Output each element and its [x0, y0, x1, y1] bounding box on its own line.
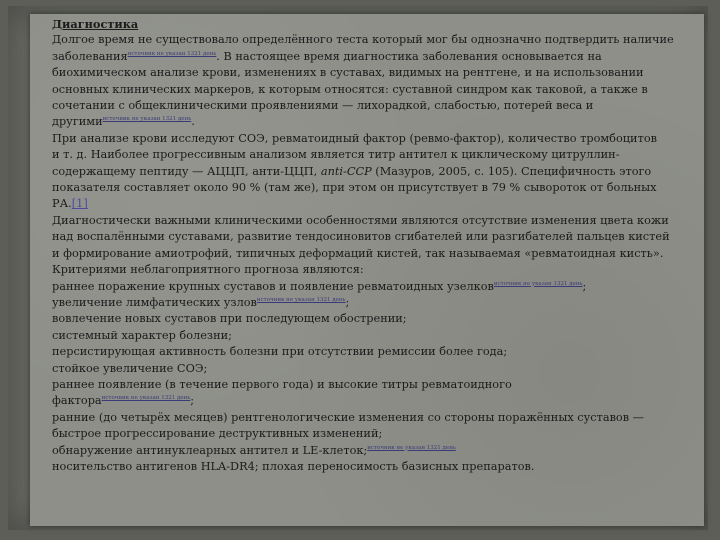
text-fragment: другими: [52, 115, 103, 129]
text-fragment: обнаружение антинуклеарных антител и LE-клеток;: [52, 443, 368, 457]
citation-needed-link[interactable]: источник не указан 1321 день: [493, 280, 583, 287]
criteria-item: [52, 295, 692, 311]
slide-content: [52, 16, 692, 475]
criteria-item: носительство антигенов HLA-DR4; плохая переносимость базисных препаратов.: [52, 459, 535, 473]
criteria-item: быстрое прогрессирование деструктивных изменений;: [52, 427, 383, 441]
text-line: [52, 49, 692, 65]
text-line: Долгое время не существовало определённого теста который мог бы однозначно подтвердить наличие: [52, 33, 674, 47]
criteria-item: вовлечение новых суставов при последующем обострении;: [52, 312, 407, 326]
text-line: [52, 164, 692, 180]
text-fragment: содержащему пептиду — АЦЦП, анти-ЦЦП,: [52, 164, 321, 178]
text-fragment: ;: [190, 394, 195, 408]
citation-needed-link[interactable]: источник не указан 1321 день: [256, 296, 346, 303]
text-fragment: .: [191, 115, 195, 129]
citation-needed-link[interactable]: источник не указан 1321 день: [127, 50, 217, 57]
text-line: Диагностически важными клиническими особенностями являются отсутствие изменения цвета кожи: [52, 213, 669, 227]
section-title: Диагностика: [52, 17, 139, 31]
text-line: [52, 196, 692, 212]
criteria-item: системный характер болезни;: [52, 328, 232, 342]
reference-link[interactable]: [1]: [71, 197, 88, 211]
text-line: [52, 114, 692, 130]
criteria-item: [52, 279, 692, 295]
text-line: Критериями неблагоприятного прогноза являются:: [52, 263, 364, 277]
text-line: и т. д. Наиболее прогрессивным анализом является титр антител к циклическому цитруллин-: [52, 148, 620, 162]
text-fragment: . В настоящее время диагностика заболевания основывается на: [216, 49, 602, 63]
criteria-item: персистирующая активность болезни при отсутствии ремиссии более года;: [52, 345, 508, 359]
text-fragment-italic: anti-CCP: [320, 164, 372, 178]
text-line: и формирование амиотрофий, типичных деформаций кистей, так называемая «ревматоидная кисть».: [52, 246, 664, 260]
text-line: При анализе крови исследуют СОЭ, ревматоидный фактор (ревмо-фактор), количество тромбоцитов: [52, 131, 657, 145]
citation-needed-link[interactable]: источник не указан 1321 день: [367, 444, 456, 451]
text-fragment: фактора: [52, 394, 102, 408]
criteria-item: [52, 393, 692, 409]
text-fragment: увеличение лимфатических узлов: [52, 295, 257, 309]
slide: [30, 14, 704, 526]
citation-needed-link[interactable]: источник не указан 1321 день: [102, 116, 192, 123]
text-line: над воспалёнными суставами, развитие тендосиновитов сгибателей или разгибателей пальцев кистей: [52, 230, 670, 244]
text-line: основных клинических маркеров, к которым относятся: суставной синдром как таковой, а также в: [52, 82, 648, 96]
text-fragment: ;: [345, 295, 350, 309]
criteria-item: раннее появление (в течение первого года) и высокие титры ревматоидного: [52, 377, 512, 391]
criteria-item: стойкое увеличение СОЭ;: [52, 361, 208, 375]
citation-needed-link[interactable]: источник не указан 1321 день: [101, 395, 191, 402]
criteria-item: ранние (до четырёх месяцев) рентгенологические изменения со стороны поражённых суставов —: [52, 410, 644, 424]
text-fragment: (Мазуров, 2005, с. 105). Специфичность этого: [371, 164, 652, 178]
text-line: биохимическом анализе крови, изменениях в суставах, видимых на рентгене, и на использовании: [52, 66, 644, 80]
text-fragment: ;: [582, 279, 587, 293]
slide-frame: [8, 6, 708, 530]
text-fragment: заболевания: [52, 49, 128, 63]
text-fragment: РА.: [52, 197, 72, 211]
text-line: показателя составляет около 90 % (там же), при этом он присутствует в 79 % сывороток от больных: [52, 181, 657, 195]
text-line: сочетании с общеклиническими проявлениями — лихорадкой, слабостью, потерей веса и: [52, 99, 594, 113]
criteria-item: [52, 443, 692, 459]
text-fragment: раннее поражение крупных суставов и появление ревматоидных узелков: [52, 279, 494, 293]
